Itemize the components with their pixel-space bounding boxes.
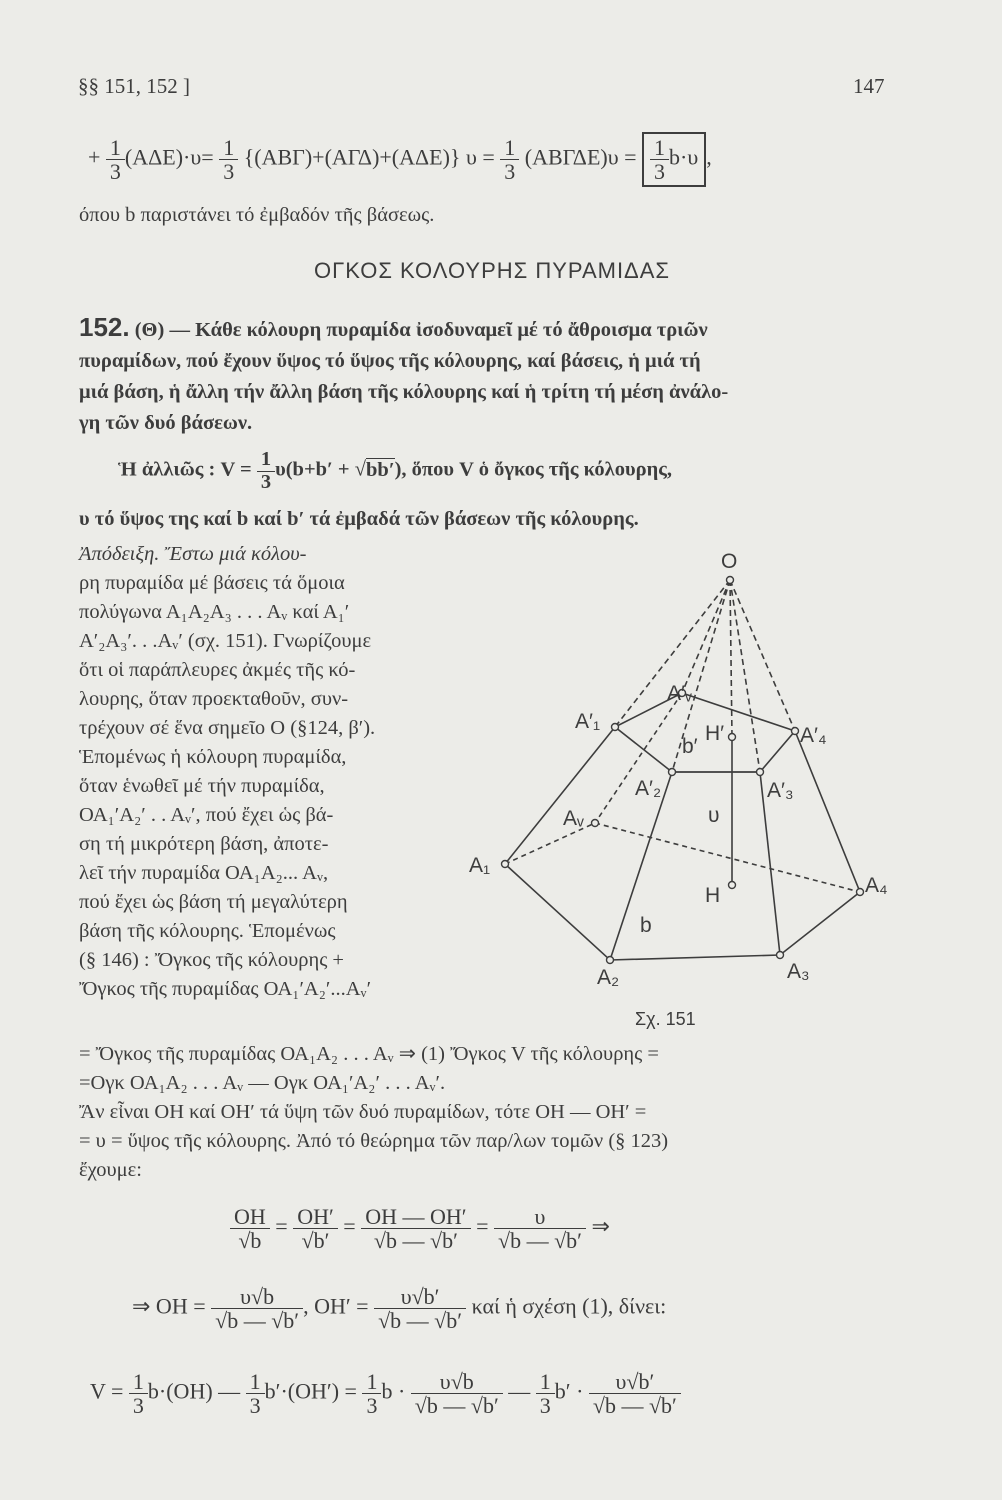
text-line: = υ = ὕψος τῆς κόλουρης. Ἀπό τό θεώρημα τῶν παρ/λων τομῶν (§ 123) [79,1130,669,1152]
equation-pyramid-volume: + $\frac{1}{3}$ (ΑΔΕ)·υ= $\frac{1}{3}$ {(ΑΒΓ)+(ΑΓΔ)+(ΑΔΕ)} υ = $\frac{1}{3}$ (ΑΒΓΔΕ)υ = $\frac{1}{3}$ b·υ , [88,132,712,187]
proof-line: ση τή μικρότερη βάση, ἀποτε- [79,833,329,855]
theorem-line: (Θ) — Κάθε κόλουρη πυραμίδα ἰσοδυναμεῖ μέ τό ἄθροισμα τριῶν [134,319,708,341]
fraction-one-third: $\frac{1}{3}$ [257,449,275,493]
proof-line: πού ἔχει ὡς βάση τή μεγαλύτερη [79,891,348,913]
proof-line: λουρης, ὅταν προεκταθοῦν, συν- [79,688,349,710]
eq-plus: + [88,144,101,170]
theorem-line: γη τῶν δυό βάσεων. [79,412,253,434]
running-header-sections: §§ 151, 152 ] [78,74,190,98]
dashed-edge [730,580,795,731]
full-width-text [79,1040,894,1185]
label-A1-prime: A′₁ [575,710,601,733]
boxed-result: $\frac{1}{3}$ b·υ [642,132,706,187]
equation-volume: V = $\frac{1}{3}$ b·(OH) — $\frac{1}{3}$ b′·(OH′) = $\frac{1}{3}$ b · $\frac{\upsilon√b}{√b — √b'}$ — $\frac{1}{3}$ b′ · $\frac{\upsilon√b'}{√b — √b'}$ [90,1370,681,1417]
label-H-prime: H′ [705,722,725,745]
theorem-line: μιά βάση, ἡ ἄλλη τήν ἄλλη βάση τῆς κόλουρης καί ἡ τρίτη τή μέση ἀνάλο- [79,381,729,403]
text-line: Ἄν εἶναι ΟΗ καί ΟΗ′ τά ὕψη τῶν δυό πυραμίδων, τότε ΟΗ — ΟΗ′ = [79,1101,647,1123]
fraction-one-third: $\frac{1}{3}$ [219,136,238,183]
proof-line: Α′₂Α₃′. . .Αᵥ′ (σχ. 151). Γνωρίζουμε [79,630,372,652]
proof-line: Ὄγκος τῆς πυραμίδας ΟΑ₁′Α₂′...Αᵥ′ [79,978,372,1000]
label-A1: A₁ [469,854,491,877]
theorem-line: υ τό ὕψος της καί b καί b′ τά ἐμβαδά τῶν βάσεων τῆς κόλουρης. [79,508,639,530]
text-line: όπου b παριστάνει τό ἐμβαδόν τῆς βάσεως. [79,204,435,226]
label-Av-prime: A′ᵥ [667,682,692,705]
text-line: = Ὄγκος τῆς πυραμίδας ΟΑ₁Α₂ . . . Αᵥ ⇒ (1) Ὄγκος V τῆς κόλουρης = [79,1043,659,1065]
label-H: H [705,884,721,907]
label-O: O [721,550,738,573]
proof-line: ΟΑ₁′Α₂′ . . Αᵥ′, πού ἔχει ὡς βά- [79,804,334,826]
proof-line: λεῖ τήν πυραμίδα ΟΑ₁Α₂... Αᵥ, [79,862,329,884]
proof-line: Ἑπομένως ἡ κόλουρη πυραμίδα, [79,746,347,768]
fraction-one-third: $\frac{1}{3}$ [500,136,519,183]
eq-term-abgde: (ΑΒΓΔΕ)υ = [524,144,637,170]
figure-caption: Σχ. 151 [635,1009,696,1029]
label-Av: Aᵥ [563,807,584,830]
label-A3-prime: A′₃ [767,779,794,802]
label-A3: A₃ [787,960,810,983]
equation-ratios: $\frac{OH}{√b}$ = $\frac{OH'}{√b'}$ = $\frac{OH — OH'}{√b — √b'}$ = $\frac{\upsilon}{√b — √b'}$ ⇒ [230,1205,610,1252]
bottom-base-hidden [505,823,860,892]
label-A4: A₄ [865,874,888,897]
fraction-one-third: $\frac{1}{3}$ [106,136,125,183]
label-A2-prime: A′₂ [635,777,662,800]
proof-line: ρη πυραμίδα μέ βάσεις τά ὅμοια [79,572,345,594]
equation-oh: ⇒ OH = $\frac{\upsilon√b}{√b — √b'}$ , OH′ = $\frac{\upsilon√b'}{√b — √b'}$ καί ἡ σχέση (1), δίνει: [132,1284,667,1334]
proof-line: ὅταν ἑνωθεῖ μέ τήν πυραμίδα, [79,775,325,797]
lateral-edge [795,731,860,892]
label-A2: A₂ [597,966,620,989]
eq-term-ade: (ΑΔΕ)·υ= [124,144,214,170]
proof-line: Ἀπόδειξη. Ἔστω μιά κόλου- [79,543,307,565]
theorem-formula: Ἡ ἀλλιῶς : V = $\frac{1}{3}$ υ(b+b′ + √bb′), ὅπου V ὁ ὄγκος τῆς κόλουρης, [118,448,673,493]
dashed-edge [730,580,732,737]
eq-sum-terms: {(ΑΒΓ)+(ΑΓΔ)+(ΑΔΕ)} υ = [243,144,495,170]
page-number: 147 [853,74,885,98]
theorem-number: 152. [79,312,130,342]
figure-151 [455,540,900,1040]
theorem-block [79,312,894,439]
text-line: ἔχουμε: [79,1159,142,1181]
label-A4-prime: A′₄ [800,724,827,747]
lateral-edge-hidden [595,693,682,823]
proof-line: τρέχουν σέ ἕνα σημεῖο Ο (§124, β′). [79,717,376,739]
dashed-edge [682,580,730,693]
proof-column [79,540,457,1004]
lateral-edge [505,727,615,864]
label-b: b [640,914,652,937]
label-b-prime: b′ [682,735,698,758]
proof-line: ὅτι οἱ παράπλευρες ἀκμές τῆς κό- [79,659,356,681]
section-title: ΟΓΚΟΣ ΚΟΛΟΥΡΗΣ ΠΥΡΑΜΙΔΑΣ [314,258,671,283]
text-line: =Ογκ ΟΑ₁Α₂ . . . Αᵥ — Ογκ ΟΑ₁′Α₂′ . . . Αᵥ′. [79,1072,446,1094]
dashed-edge [730,580,760,772]
proof-line: πολύγωνα Α₁Α₂Α₃ . . . Αᵥ καί Α₁′ [79,601,350,623]
theorem-line: πυραμίδων, πού ἔχουν ὕψος τό ὕψος τῆς κόλουρης, καί βάσεις, ἡ μιά τή [79,350,701,372]
proof-line: βάση τῆς κόλουρης. Ἑπομένως [79,920,336,942]
proof-line: (§ 146) : Ὄγκος τῆς κόλουρης + [79,949,344,971]
label-u: υ [708,804,720,827]
